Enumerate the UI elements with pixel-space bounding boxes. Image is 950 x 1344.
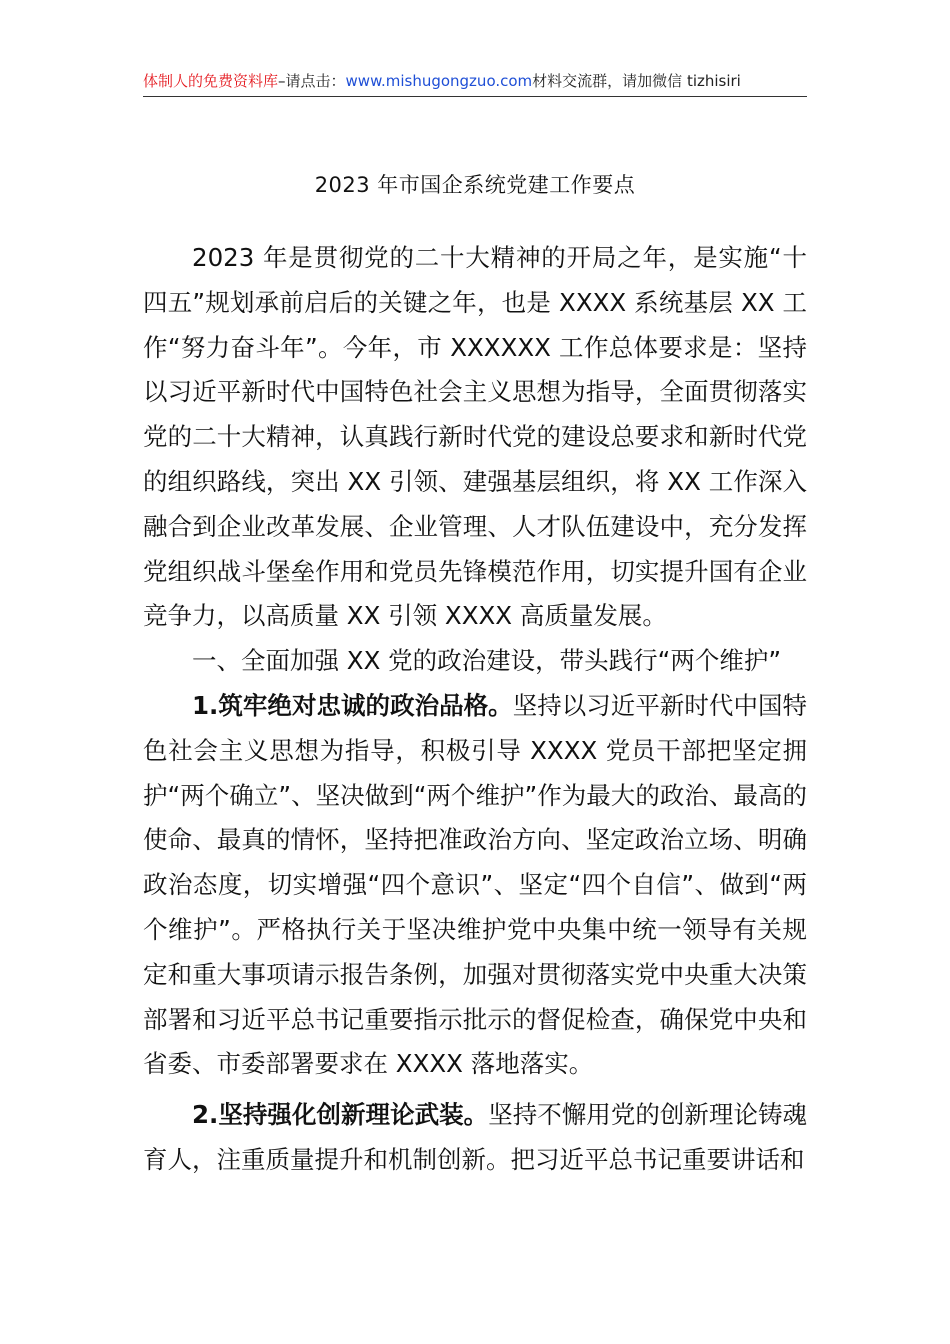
item-1-body: 坚持以习近平新时代中国特色社会主义思想为指导，积极引导 XXXX 党员干部把坚定拥护“两个确立”、坚决做到“两个维护”作为最大的政治、最高的使命、最真的情怀，坚持把准政治方向、坚定政治立场、明确政治态度，切实增强“四个意识”、坚定“四个自信”、做到“两个维护”。严格执行关于坚决维护党中央集中统一领导有关规定和重大事项请示报告条例，加强对贯彻落实党中央重大决策部署和习近平总书记重要指示批示的督促检查，确保党中央和省委、市委部署要求在 XXXX 落地落实。 [143,690,807,1079]
header-link[interactable]: www.mishugongzuo.com [345,72,533,90]
header-brand: 体制人的免费资料库 [143,72,279,90]
page-header [143,66,807,96]
intro-paragraph: 2023 年是贯彻党的二十大精神的开局之年，是实施“十四五”规划承前启后的关键之年，也是 XXXX 系统基层 XX 工作“努力奋斗年”。今年，市 XXXXXX 工作总体要求是：坚持以习近平新时代中国特色社会主义思想为指导，全面贯彻落实党的二十大精神，认真践行新时代党的建设总要求和新时代党的组织路线，突出 XX 引领、建强基层组织，将 XX 工作深入融合到企业改革发展、企业管理、人才队伍建设中，充分发挥党组织战斗堡垒作用和党员先锋模范作用，切实提升国有企业竞争力，以高质量 XX 引领 XXXX 高质量发展。 [143,243,807,631]
header-prompt: –请点击： [278,72,346,90]
item-1-title: 1.筑牢绝对忠诚的政治品格。 [192,690,513,720]
item-2-paragraph [143,1093,807,1183]
document-body [143,236,807,1183]
item-1-paragraph [143,684,807,1087]
document-title: 2023 年市国企系统党建工作要点 [314,173,636,197]
item-2-title: 2.坚持强化创新理论武装。 [192,1100,489,1130]
header-divider [143,96,807,97]
item-2-body: 坚持不懈用党的创新理论铸魂育人，注重质量提升和机制创新。把习近平总书记重要讲话和 [143,1100,808,1174]
section-heading: 一、全面加强 XX 党的政治建设，带头践行“两个维护” [192,646,782,676]
header-note: 材料交流群，请加微信 tizhisiri [532,72,741,90]
